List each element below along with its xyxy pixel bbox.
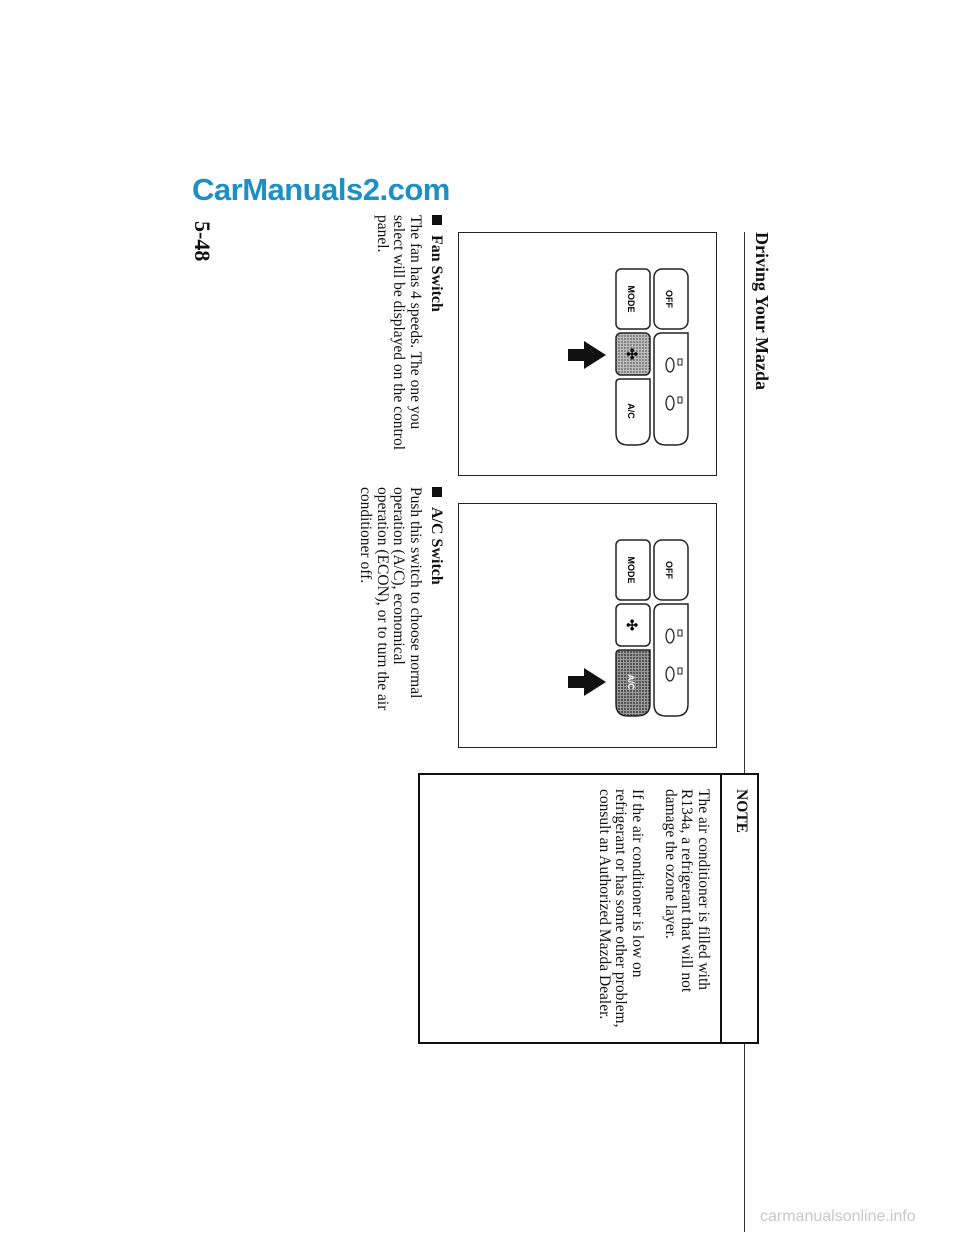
bullet-square-icon	[432, 487, 442, 497]
watermark-carmanualsonline: carmanualsonline.info	[760, 1208, 916, 1225]
note-title: NOTE	[733, 789, 750, 833]
ac-button-label: A/C	[626, 403, 636, 419]
note-divider	[720, 775, 722, 1042]
ac-button-label: A/C	[626, 674, 636, 690]
off-button-label: OFF	[664, 290, 674, 308]
off-button-label: OFF	[664, 561, 674, 579]
temperature-panel	[654, 604, 688, 716]
fan-switch-heading	[427, 215, 445, 312]
ac-switch-heading	[427, 487, 445, 585]
note-paragraph-2: If the air conditioner is low on refrigerant or has some other problem, consult an Authorized Mazda Dealer.	[596, 789, 646, 1028]
temperature-panel	[654, 333, 688, 445]
fan-switch-description: The fan has 4 speeds. The one you select will be displayed on the control panel.	[374, 215, 424, 451]
fan-switch-heading-text: Fan Switch	[428, 235, 445, 312]
fan-switch-figure	[458, 232, 717, 476]
pointer-arrow-icon	[568, 668, 606, 696]
fan-switch-illustration	[459, 233, 716, 475]
fan-icon: ✣	[623, 619, 638, 631]
fan-icon: ✣	[623, 348, 638, 360]
header-divider	[744, 232, 745, 1232]
ac-switch-heading-text: A/C Switch	[428, 507, 445, 585]
bullet-square-icon	[432, 215, 442, 225]
section-header-title: Driving Your Mazda	[752, 232, 772, 391]
ac-switch-figure	[458, 503, 717, 748]
mode-button-label: MODE	[626, 285, 636, 313]
note-box	[418, 773, 759, 1044]
watermark-carmanuals2: CarManuals2.com	[192, 172, 450, 207]
ac-switch-illustration	[459, 504, 716, 747]
note-paragraph-1: The air conditioner is filled with R134a, a refrigerant that will not damage the ozone layer.	[662, 789, 712, 993]
pointer-arrow-icon	[568, 341, 606, 369]
mode-button-label: MODE	[626, 556, 636, 584]
ac-switch-description: Push this switch to choose normal operation (A/C), economical operation (ECON), or to turn the air conditioner off.	[357, 487, 424, 711]
page-number: 5-48	[190, 221, 215, 262]
